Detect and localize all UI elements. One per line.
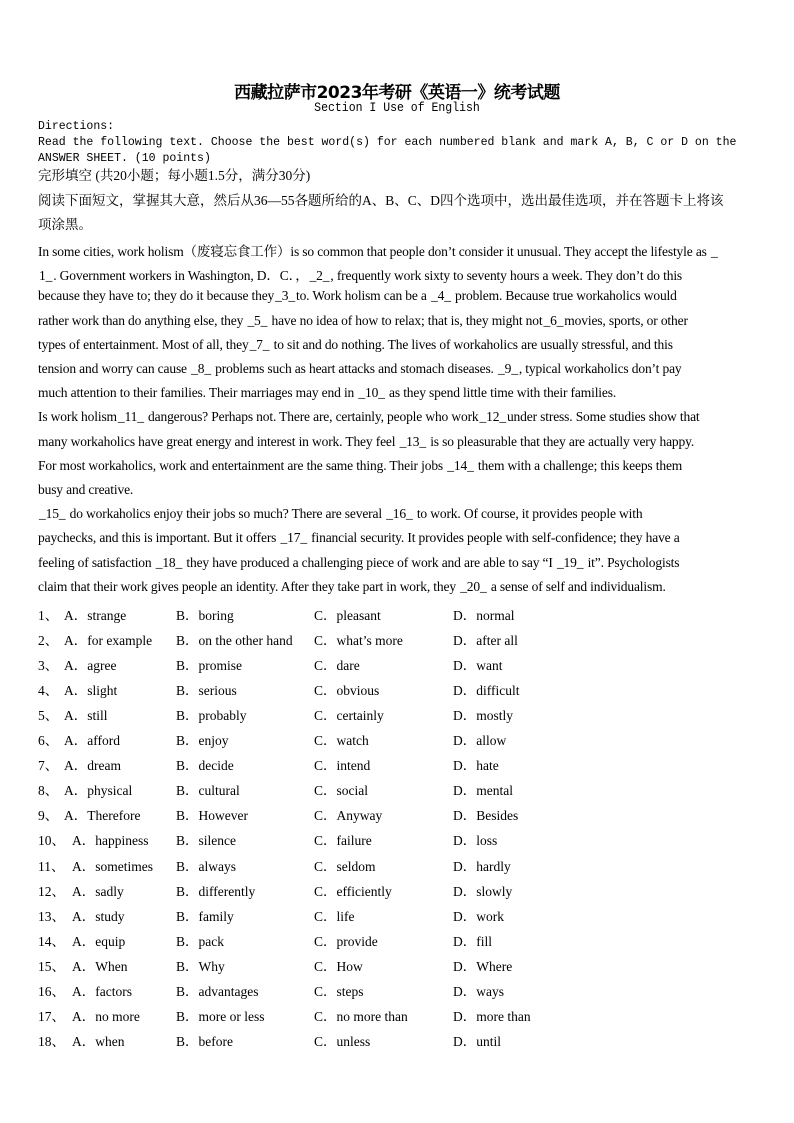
question-number: 1、 <box>38 608 59 623</box>
blank: _4_ <box>431 288 451 304</box>
option-a: A．dream <box>64 758 121 774</box>
option-b: B．silence <box>176 833 236 849</box>
passage-line <box>38 337 673 353</box>
page-title: 西藏拉萨市2023年考研《英语一》统考试题 <box>234 83 560 103</box>
passage-text: For most workaholics, work and entertainment are the same thing. Their jobs <box>38 457 447 473</box>
question-number: 3、 <box>38 658 59 674</box>
blank: 1_ <box>39 268 53 284</box>
directions-line-1: Read the following text. Choose the best word(s) for each numbered blank and mark A, B, C or D on the <box>38 135 737 149</box>
option-d: D．fill <box>453 933 492 949</box>
passage-text: it”. Psychologists <box>584 554 680 570</box>
passage-line <box>38 530 680 546</box>
blank: _7_ <box>249 336 270 352</box>
option-c: C．dare <box>314 658 360 674</box>
option-a: A．agree <box>64 658 117 674</box>
blank: _18_ <box>155 554 183 570</box>
option-a: A．equip <box>72 933 126 949</box>
option-a: A．Therefore <box>64 808 141 824</box>
option-d: D．after all <box>453 633 518 649</box>
passage-text: financial security. It provides people with self-confidence; they have a <box>307 530 680 546</box>
passage-text: them with a challenge; this keeps them <box>474 457 683 473</box>
instruction-line-2: 项涂黑。 <box>38 217 92 232</box>
passage-text: many workaholics have great energy and interest in work. They feel <box>38 433 399 449</box>
passage-text: as they spend little time with their families. <box>385 385 617 401</box>
option-c: C．efficiently <box>314 883 392 899</box>
passage-text: feeling of satisfaction <box>38 554 155 570</box>
question-number: 5、 <box>38 708 59 724</box>
option-c: C．failure <box>314 833 372 849</box>
question-number: 10、 <box>38 833 65 849</box>
question-number: 2、 <box>38 633 59 649</box>
option-c: C．unless <box>314 1033 371 1049</box>
option-d: D．hardly <box>453 858 511 874</box>
blank: _ <box>710 244 718 259</box>
question-number: 4、 <box>38 683 59 699</box>
option-b: B．Why <box>176 958 225 974</box>
question-number: 9、 <box>38 808 59 824</box>
passage-text: dangerous? Perhaps not. There are, certainly, people who work <box>144 409 479 425</box>
option-b: B．serious <box>176 683 237 699</box>
option-b: B．cultural <box>176 783 240 799</box>
passage-text: under stress. Some studies show that <box>506 409 700 425</box>
question-number: 6、 <box>38 733 59 749</box>
option-a: A．factors <box>72 983 132 999</box>
passage-text: rather work than do anything else, they <box>38 312 247 328</box>
question-number: 11、 <box>38 858 65 874</box>
passage-line <box>38 434 694 450</box>
option-b: B．more or less <box>176 1008 265 1024</box>
option-c: C．pleasant <box>314 608 381 623</box>
passage-text: busy and creative. <box>38 482 134 497</box>
option-d: D．Where <box>453 958 513 974</box>
blank: _6_ <box>543 312 564 328</box>
passage-line <box>38 313 688 329</box>
instruction-line-1: 阅读下面短文，掌握其大意，然后从36—55各题所给的A、B、C、D四个选项中，选出最佳选项，并在答题卡上将该 <box>38 193 724 208</box>
option-a: A．happiness <box>72 833 149 849</box>
passage-text: problems such as heart attacks and stomach diseases. <box>211 361 498 376</box>
option-a: A．slight <box>64 683 118 699</box>
option-a: A．when <box>72 1033 125 1049</box>
option-d: D．ways <box>453 983 504 999</box>
passage-line <box>38 385 616 401</box>
option-c: C．watch <box>314 733 369 749</box>
question-number: 17、 <box>38 1008 65 1024</box>
passage-text: tension and worry can cause <box>38 361 191 376</box>
passage-line <box>38 409 700 425</box>
question-number: 13、 <box>38 908 65 924</box>
blank: _9_ <box>498 361 518 376</box>
option-b: B．on the other hand <box>176 633 293 649</box>
option-b: B．differently <box>176 883 256 899</box>
section-heading: Section I Use of English <box>314 101 480 115</box>
passage-text: do workaholics enjoy their jobs so much? There are several <box>66 506 386 522</box>
passage-text: Is work holism <box>38 409 117 425</box>
blank: _12_ <box>479 409 506 425</box>
option-c: C．no more than <box>314 1008 408 1024</box>
passage-line <box>38 506 642 522</box>
passage-text: , typical workaholics don’t pay <box>518 361 682 376</box>
option-c: C．steps <box>314 983 364 999</box>
passage-text: they have produced a challenging piece of work and are able to say “I <box>183 554 556 570</box>
passage-text: is so pleasurable that they are actually very happy. <box>426 433 695 449</box>
question-number: 12、 <box>38 883 65 899</box>
question-number: 7、 <box>38 758 59 774</box>
option-a: A．physical <box>64 783 133 799</box>
option-b: B．advantages <box>176 983 259 999</box>
option-b: B．always <box>176 858 236 874</box>
blank: _20_ <box>460 578 487 594</box>
option-c: C．provide <box>314 933 378 949</box>
option-b: B．boring <box>176 608 234 623</box>
option-d: D．normal <box>453 608 515 623</box>
option-a: A．sadly <box>72 883 124 899</box>
option-d: D．slowly <box>453 883 513 899</box>
passage-text: , frequently work sixty to seventy hours a week. They don’t do this <box>330 268 683 284</box>
directions-line-2: ANSWER SHEET. (10 points) <box>38 151 211 165</box>
blank: _3_ <box>275 288 295 304</box>
option-c: C．seldom <box>314 858 376 874</box>
blank: _10_ <box>358 385 385 401</box>
blank: _2_ <box>309 268 330 284</box>
passage-line <box>38 288 677 304</box>
option-c: C．How <box>314 958 363 974</box>
option-c: C．life <box>314 908 355 924</box>
option-d: D．work <box>453 908 504 924</box>
option-d: D．mental <box>453 783 513 799</box>
passage-line <box>38 361 682 377</box>
passage-line <box>38 555 679 571</box>
question-number: 18、 <box>38 1033 65 1049</box>
option-a: A．strange <box>64 608 127 623</box>
blank: _16_ <box>386 506 413 522</box>
option-c: C．what’s more <box>314 633 403 649</box>
option-d: D．loss <box>453 833 498 849</box>
blank: _15_ <box>39 506 66 522</box>
option-a: A．no more <box>72 1008 140 1024</box>
option-b: B．pack <box>176 933 224 949</box>
option-b: B．before <box>176 1033 233 1049</box>
passage-line <box>38 264 682 284</box>
blank: _14_ <box>447 457 474 473</box>
passage-text: In some cities, work holism（废寝忘食工作）is so common that people don’t consider it unusual. They accept the lifestyle as <box>38 244 710 259</box>
passage-text: because they have to; they do it because they <box>38 288 275 304</box>
passage-text: problem. Because true workaholics would <box>451 288 677 304</box>
option-b: B．family <box>176 908 234 924</box>
option-c: C．obvious <box>314 683 380 699</box>
passage-text: movies, sports, or other <box>564 312 688 328</box>
cloze-header: 完形填空 (共20小题；每小题1.5分，满分30分) <box>38 168 311 183</box>
passage-line <box>38 458 682 474</box>
option-c: C．intend <box>314 758 371 774</box>
blank: _5_ <box>247 312 268 328</box>
passage-line <box>38 579 666 595</box>
option-a: A．sometimes <box>72 858 153 874</box>
option-d: D．Besides <box>453 808 519 824</box>
option-d: D．more than <box>453 1008 531 1024</box>
passage-text: claim that their work gives people an identity. After they take part in work, they <box>38 578 460 594</box>
option-a: A．for example <box>64 633 153 649</box>
blank: _19_ <box>556 554 584 570</box>
question-number: 14、 <box>38 933 65 949</box>
question-number: 15、 <box>38 958 65 974</box>
option-d: D．want <box>453 658 503 674</box>
question-number: 8、 <box>38 783 59 799</box>
passage-text: paychecks, and this is important. But it offers <box>38 530 280 546</box>
option-d: D．until <box>453 1033 502 1049</box>
passage-text: to. Work holism can be a <box>295 288 430 304</box>
blank: _17_ <box>280 530 307 546</box>
blank: _8_ <box>191 361 211 376</box>
passage-text: to work. Of course, it provides people with <box>413 506 643 522</box>
question-number: 16、 <box>38 983 65 999</box>
option-a: A．When <box>72 958 128 974</box>
passage-text: have no idea of how to relax; that is, they might not <box>268 312 543 328</box>
option-b: B．enjoy <box>176 733 229 749</box>
blank: _13_ <box>399 433 426 449</box>
option-d: D．allow <box>453 733 507 749</box>
option-b: B．decide <box>176 758 234 774</box>
passage-text: a sense of self and individualism. <box>487 578 666 594</box>
directions-label: Directions: <box>38 119 115 133</box>
option-c: C．social <box>314 783 368 799</box>
passage-text: . Government workers in Washington, D．C．， <box>53 268 309 284</box>
option-b: B．However <box>176 808 248 824</box>
option-c: C．certainly <box>314 708 384 724</box>
option-d: D．mostly <box>453 708 514 724</box>
option-b: B．probably <box>176 708 247 724</box>
blank: _11_ <box>117 409 144 425</box>
option-d: D．hate <box>453 758 499 774</box>
option-b: B．promise <box>176 658 242 674</box>
option-c: C．Anyway <box>314 808 383 824</box>
option-d: D．difficult <box>453 683 520 699</box>
option-a: A．study <box>72 908 125 924</box>
passage-text: much attention to their families. Their marriages may end in <box>38 385 358 401</box>
passage-line <box>38 240 719 260</box>
passage-text: to sit and do nothing. The lives of workaholics are usually stressful, and this <box>270 336 673 352</box>
option-a: A．still <box>64 708 108 724</box>
passage-line <box>38 482 133 498</box>
passage-text: types of entertainment. Most of all, they <box>38 336 249 352</box>
option-a: A．afford <box>64 733 120 749</box>
